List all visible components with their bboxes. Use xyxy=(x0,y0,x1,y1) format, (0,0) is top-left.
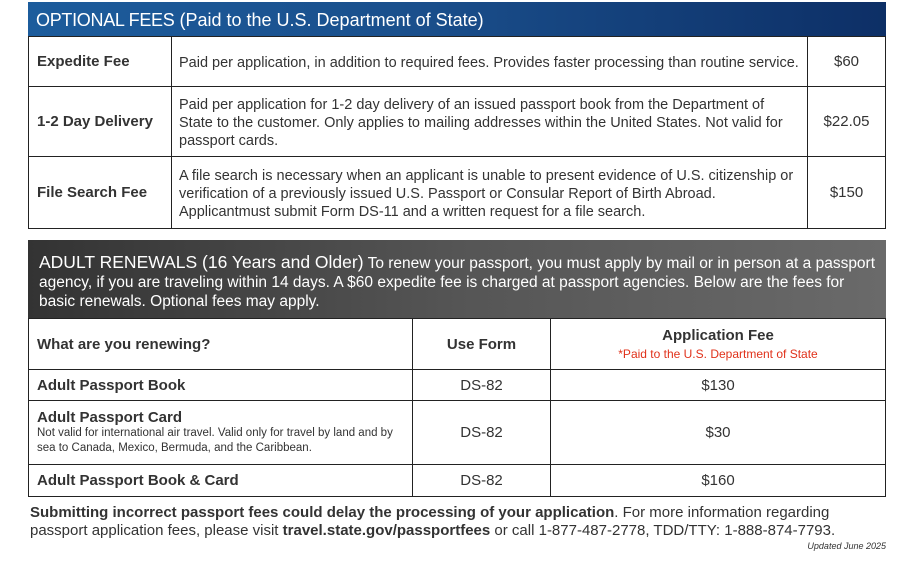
renewal-form: DS-82 xyxy=(413,465,551,497)
fee-name: File Search Fee xyxy=(29,157,172,229)
fee-description: Paid per application for 1-2 day delivery of an issued passport book from the Department of State to the customer. Only applies to mailing addresses within the United States. Not valid for passport cards. xyxy=(172,87,808,157)
optional-fees-title: OPTIONAL FEES xyxy=(36,10,175,30)
footer-link[interactable]: travel.state.gov/passportfees xyxy=(282,522,491,539)
table-header-row xyxy=(29,319,886,370)
column-header-fee xyxy=(551,319,886,370)
renewal-form: DS-82 xyxy=(413,401,551,465)
table-row xyxy=(29,37,886,87)
column-header-what: What are you renewing? xyxy=(29,319,413,370)
table-row xyxy=(29,370,886,401)
fee-header-label: Application Fee xyxy=(662,327,774,344)
fee-description: A file search is necessary when an applicant is unable to present evidence of U.S. citizenship or verification of a previously issued U.S. Passport or Consular Report of Birth Abroad. Applicantmust submit Form DS-11 and a written request for a file search. xyxy=(172,157,808,229)
footer-text-2: or call 1-877-487-2778, TDD/TTY: 1-888-874-7793. xyxy=(490,522,836,539)
table-row xyxy=(29,157,886,229)
table-row xyxy=(29,401,886,465)
column-header-form: Use Form xyxy=(413,319,551,370)
fee-price: $60 xyxy=(808,37,886,87)
renewal-fee: $30 xyxy=(551,401,886,465)
renewal-form: DS-82 xyxy=(413,370,551,401)
renewal-fee: $130 xyxy=(551,370,886,401)
updated-date: Updated June 2025 xyxy=(807,541,886,551)
optional-fees-subtitle: (Paid to the U.S. Department of State) xyxy=(179,10,484,30)
renewal-fee: $160 xyxy=(551,465,886,497)
renewal-item-name: Adult Passport Card xyxy=(37,409,183,426)
renewal-item-name: Adult Passport Book & Card xyxy=(37,472,239,489)
adult-renewals-title: ADULT RENEWALS (16 Years and Older) xyxy=(39,252,364,272)
fee-name: 1-2 Day Delivery xyxy=(29,87,172,157)
renewal-item-note: Not valid for international air travel. Valid only for travel by land and by sea to Canada, Mexico, Bermuda, and the Caribbean. xyxy=(37,427,393,454)
adult-renewals-intro: To renew your passport, you must apply by mail or in person at a passport agency, if you are traveling within 14 days. A $60 expedite fee is charged at passport agencies. Below are the fees for basic renewals. Optional fees may apply. xyxy=(39,255,876,310)
optional-fees-header xyxy=(28,2,886,36)
fee-description: Paid per application, in addition to required fees. Provides faster processing than routine service. xyxy=(172,37,808,87)
table-row xyxy=(29,465,886,497)
table-row xyxy=(29,87,886,157)
footer-warning: Submitting incorrect passport fees could delay the processing of your application xyxy=(30,504,615,521)
fee-price: $22.05 xyxy=(808,87,886,157)
fee-header-note: *Paid to the U.S. Department of State xyxy=(618,347,818,361)
adult-renewals-header xyxy=(28,240,886,318)
fee-name: Expedite Fee xyxy=(29,37,172,87)
renewal-item-name: Adult Passport Book xyxy=(37,376,186,394)
footer-text-1: . For more information regarding passport application fees, please visit xyxy=(30,504,830,539)
adult-renewals-table xyxy=(28,318,886,497)
footer-note xyxy=(30,504,888,540)
optional-fees-table xyxy=(28,36,886,229)
fee-price: $150 xyxy=(808,157,886,229)
